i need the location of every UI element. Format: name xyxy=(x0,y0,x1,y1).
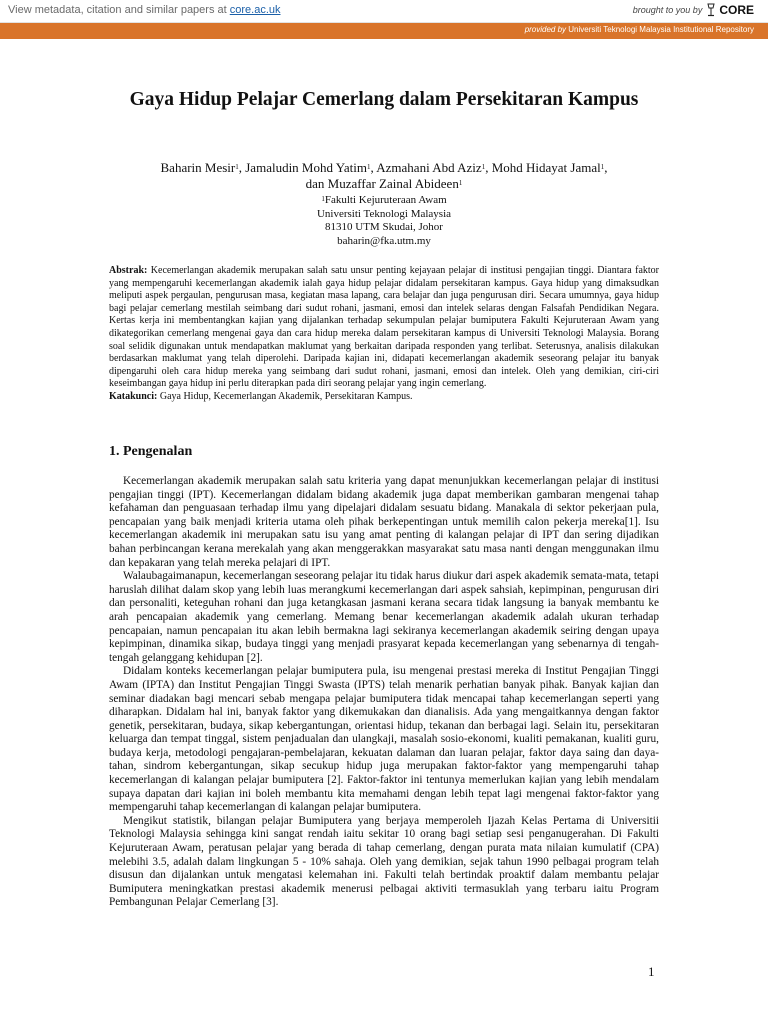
affiliation xyxy=(200,194,568,248)
abstract-body xyxy=(109,265,659,391)
brought-by xyxy=(633,3,754,17)
core-lamp-icon xyxy=(705,3,717,17)
author-name: dan Muzaffar Zainal Abideen xyxy=(305,176,459,191)
author-name: Mohd Hidayat Jamal xyxy=(491,160,601,175)
abstract-label: Abstrak: xyxy=(109,265,148,276)
brought-to-you-text: brought to you by xyxy=(632,5,703,15)
author-name: Baharin Mesir xyxy=(160,160,236,175)
author-list xyxy=(90,160,678,192)
author-name: Jamaludin Mohd Yatim xyxy=(245,160,367,175)
affiliation-university: Universiti Teknologi Malaysia xyxy=(316,207,452,220)
author-affil-mark: 1 xyxy=(600,163,605,171)
author-separator: , xyxy=(485,160,492,175)
author-affil-mark: 1 xyxy=(481,163,486,171)
core-link[interactable]: core.ac.uk xyxy=(229,4,281,16)
body-paragraph: Walaubagaimanapun, kecemerlangan seseorang pelajar itu tidak harus diukur dari aspek akademik semata-mata, tetapi haruslah dilihat dalam skop yang lebih luas merangkumi kecemerlangan dari aspek sahsiah, kepimpinan, pengurusan diri dan personaliti, keteguhan rohani dan juga ketangkasan jasmani kerana secara tidak langsung ia banyak membantu ke arah pencapaian akademik yang cemerlang. Memang benar kecemerlangan akademik adalah ukuran terhadap pencapaian, namun pencapaian itu akan lebih bermakna lagi sekiranya kecemerlangan akademik seiring dengan upaya kepimpinan, dinamika sikap, budaya tinggi yang menjadi prasyarat kepada kecemerlangan yang sebenarnya di tengah-tengah gelanggang kehidupan [2]. xyxy=(109,570,659,664)
core-logo[interactable] xyxy=(705,3,754,17)
core-brand-text: CORE xyxy=(719,3,754,17)
affiliation-address: 81310 UTM Skudai, Johor xyxy=(325,221,443,234)
core-banner xyxy=(0,0,768,23)
body-paragraph: Didalam konteks kecemerlangan pelajar bumiputera pula, isu mengenai prestasi mereka di Institut Pengajian Tinggi Awam (IPTA) dan Institut Pengajian Tinggi Swasta (IPTS) telah menarik perhatian banyak pihak. Banyak kajian dan seminar diadakan bagi mencari sebab mengapa pelajar bumiputera tidak mencapai tahap kecemerlangan seperti yang diharapkan. Didalam hal ini, banyak faktor yang dikemukakan dan dianalisis. Ada yang mengaitkannya dengan faktor genetik, persekitaran, budaya, sikap kebergantungan, orientasi hidup, tekanan dan berbagai lagi. Selain itu, persekitaran keluarga dan tempat tinggal, sistem penjadualan dan ulangkaji, masalah sosio-ekonomi, kualiti pemakanan, kualiti guru, budaya kerja, metodologi pengajaran-pembelajaran, kekuatan dalaman dan luaran pelajar, faktor daya saing dan daya-tahan, sindrom kebergantungan, sikap secukup hidup juga merupakan faktor-faktor yang mempengaruhi tahap kecemerlangan di kalangan pelajar bumiputera [2]. Faktor-faktor ini tentunya memerlukan kajian yang lebih mendalam supaya dapatan dari kajian ini boleh membantu kita memahami dengan lebih tepat lagi mengenai faktor-faktor yang mempengaruhi tahap kecemerlangan di kalangan pelajar bumiputera. xyxy=(109,665,659,814)
author-affil-mark: 1 xyxy=(458,179,463,187)
author-email[interactable]: baharin@fka.utm.my xyxy=(337,234,431,247)
keywords-label: Katakunci: xyxy=(109,390,158,402)
provider-bar xyxy=(0,23,768,39)
body-paragraph: Mengikut statistik, bilangan pelajar Bumiputera yang berjaya memperoleh Ijazah Kelas Pertama di Universitii Teknologi Malaysia sehingga kini sangat rendah iaitu sekitar 10 orang bagi setiap sesi penganugerahan. Di Fakulti Kejuruteraan Awam, peratusan pelajar yang berada di tahap cemerlang, dengan purata mata nilaian kumulatif (CPA) melebihi 3.5, adalah dalam lingkungan 5 - 10% sahaja. Oleh yang demikian, sejak tahun 1990 pelbagai program telah disusun dan dijalankan untuk mengatasi kelemahan ini. Fakulti telah bertindak proaktif dalam membantu pelajar Bumiputera meningkatkan prestasi akademik menerusi pelbagai aktiviti termasuklah yang terbaru iaitu Program Pembangunan Pelajar Cemerlang [3]. xyxy=(109,814,659,909)
metadata-link-line xyxy=(8,4,281,16)
section-body xyxy=(109,475,659,910)
author-affil-mark: 1 xyxy=(366,163,371,171)
keywords xyxy=(109,391,659,404)
affiliation-faculty-line xyxy=(200,194,568,208)
paper-title: Gaya Hidup Pelajar Cemerlang dalam Persekitaran Kampus xyxy=(129,89,639,110)
author-separator: , xyxy=(238,160,246,175)
author-name: Azmahani Abd Aziz xyxy=(376,160,482,175)
author-affil-mark: 1 xyxy=(235,163,239,171)
provided-by-text: provided by xyxy=(524,25,567,34)
abstract xyxy=(109,265,659,404)
body-paragraph: Kecemerlangan akademik merupakan salah satu kriteria yang dapat menunjukkan kecemerlangan pelajar di institusi pengajian tinggi (IPT). Kecemerlangan didalam bidang akademik juga dapat memberikan gambaran mengenai tahap kefahaman dan penguasaan terhadap ilmu yang dipelajari didalam sesuatu bidang. Manakala di sektor pekerjaan pula, pencapaian yang baik menjadi kriteria utama oleh pihak berkepentingan untuk memilih calon pekerja mereka[1]. Isu kecemerlangan akademik ini merupakan satu isu yang amat penting di kalangan pelajar di IPT dan sering dijadikan bahan perbincangan kerana merekalah yang akan menggerakkan masyarakat satu masa nanti dengan menggunakan ilmu dan kepakaran yang telah mereka pelajari di IPT. xyxy=(109,475,659,569)
section-heading: 1. Pengenalan xyxy=(109,444,193,459)
metadata-prefix: View metadata, citation and similar papers at xyxy=(8,4,230,16)
author-separator: , xyxy=(604,160,608,175)
keywords-text: Gaya Hidup, Kecemerlangan Akademik, Persekitaran Kampus. xyxy=(157,390,413,402)
affil-mark: 1 xyxy=(321,195,325,203)
page-number: 1 xyxy=(648,964,655,979)
authors-line-1 xyxy=(90,160,678,176)
authors-line-2 xyxy=(90,176,678,192)
provider-line xyxy=(525,25,754,34)
author-separator: , xyxy=(370,160,377,175)
affiliation-faculty: Fakulti Kejuruteraan Awam xyxy=(324,194,447,206)
provider-name[interactable]: Universiti Teknologi Malaysia Institutional Repository xyxy=(568,25,754,34)
abstract-text: Kecemerlangan akademik merupakan salah satu unsur penting kejayaan pelajar di institusi pengajian tinggi. Diantara faktor yang mempengaruhi kecemerlangan akademik ialah gaya hidup pelajar didalam persekitaran kampus. Gaya hidup yang dimaksudkan meliputi aspek pergaulan, pengurusan masa, kegiatan masa lapang, cara belajar dan juga pengurusan diri. Secara umumnya, gaya hidup bagi pelajar cemerlang mestilah seimbang dari sudut rohani, jasmani, emosi dan intelek selaras dengan Falsafah Pendidikan Negara. Kertas kerja ini membentangkan kajian yang dijalankan terhadap sekumpulan pelajar bumiputera Fakulti Kejuruteraan Awam yang dikategorikan cemerlang mengenai gaya dan cara hidup mereka dalam persekitaran kampus di Universiti Teknologi Malaysia. Borang soal selidik digunakan untuk mendapatkan maklumat yang berkaitan daripada responden yang terlibat. Seterusnya, analisis dilakukan berdasarkan maklumat yang telah diperolehi. Daripada kajian ini, didapati kecemerlangan akademik seseorang pelajar itu banyak dipengaruhi oleh cara hidup mereka yang seimbang dari sudut rohani, jasmani, emosi dan intelek. Oleh yang demikian, ciri-ciri keseimbangan gaya hidup ini perlu diterapkan pada diri seorang pelajar yang ingin cemerlang. xyxy=(109,265,659,390)
